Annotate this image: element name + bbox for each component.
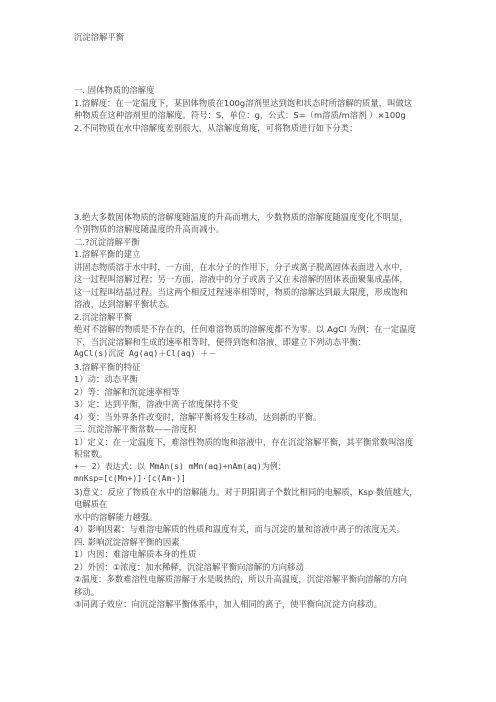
paragraph: 1.溶解度：在一定温度下，某固体物质在100g溶剂里达到饱和状态时所溶解的质量，叫做这 xyxy=(74,98,413,108)
paragraph: 讲固态物质溶于水中时，一方面，在水分子的作用下，分子或离子脱离固体表面进入水中， xyxy=(74,262,408,272)
paragraph: ③同离子效应：向沉淀溶解平衡体系中，加入相同的离子，使平衡向沉淀方向移动。 xyxy=(74,599,382,609)
equation: AgCl(s)沉淀 Ag(aq)＋Cl(aq) ＋－ xyxy=(74,349,217,358)
paragraph: 绝对不溶解的物质是不存在的，任何难溶物质的溶解度都不为零。以 AgCl 为例：在一定温度 xyxy=(74,324,416,334)
paragraph: 3)意义：反应了物质在水中的溶解能力。对于阴阳离子个数比相同的电解质，Ksp 数值越大， xyxy=(74,487,418,497)
subheading: 3.溶解平衡的特征 xyxy=(74,362,141,372)
paragraph: 溶液，达到溶解平衡状态。 xyxy=(74,299,175,309)
paragraph: 3.绝大多数固体物质的溶解度随温度的升高而增大，少数物质的溶解度随温度变化不明显， xyxy=(74,212,408,222)
subheading: 1.溶解平衡的建立 xyxy=(74,249,141,259)
paragraph: 个别物质的溶解度随温度的升高而减小。 xyxy=(74,224,225,234)
document-title: 沉淀溶解平衡 xyxy=(74,32,125,42)
paragraph: ②温度：多数难溶性电解质溶解于水是吸热的，所以升高温度，沉淀溶解平衡向溶解的方向 xyxy=(74,574,408,584)
paragraph: 下，当沉淀溶解和生成的速率相等时，便得到饱和溶液，即建立下列动态平衡： xyxy=(74,337,367,347)
section-4-heading: 四. 影响沉淀溶解平衡的因素 xyxy=(74,537,180,547)
paragraph: 这一过程叫溶解过程；另一方面，溶液中的分子或离子又在未溶解的固体表面聚集成晶体， xyxy=(74,274,408,284)
list-item: 1）动：动态平衡 xyxy=(74,374,138,384)
paragraph: 这一过程叫结晶过程。当这两个相反过程速率相等时，物质的溶解达到最大限度，形成饱和 xyxy=(74,287,408,297)
list-item: 4）变：当外界条件改变时，溶解平衡将发生移动，达到新的平衡。 xyxy=(74,412,322,422)
paragraph: +－ 2）表达式：以 MmAn(s) mMn(aq)+nAm(aq)为例： xyxy=(74,462,286,471)
list-item: 2）等：溶解和沉淀速率相等 xyxy=(74,387,180,397)
paragraph: 4）影响因素：与难溶电解质的性质和温度有关，而与沉淀的量和溶液中离子的浓度无关。 xyxy=(74,524,405,534)
paragraph: 移动。 xyxy=(74,587,100,597)
paragraph: 电解质在 xyxy=(74,499,108,509)
section-2-heading: 二.?沉淀溶解平衡 xyxy=(74,237,140,247)
paragraph: 积常数。 xyxy=(74,449,108,459)
section-3-heading: 三. 沉淀溶解平衡常数——溶度积 xyxy=(74,424,197,434)
list-item: 2）外因：①浓度：加水稀释，沉淀溶解平衡向溶解的方向移动 xyxy=(74,562,304,572)
list-item: 3）定：达到平衡，溶液中离子浓度保持不变 xyxy=(74,399,238,409)
paragraph: 种物质在这种溶剂里的溶解度。符号：S，单位：g，公式：S=（m溶质/m溶剂 ）×100g xyxy=(74,110,406,120)
subheading: 2.沉淀溶解平衡 xyxy=(74,312,133,322)
equation: mnKsp=[c(Mn+)]·[c(Am-)] xyxy=(74,474,186,483)
list-item: 1）内因：难溶电解质本身的性质 xyxy=(74,549,197,559)
paragraph: 水中的溶解能力越强。 xyxy=(74,512,158,522)
paragraph: 2.不同物质在水中溶解度差别很大，从溶解度角度，可将物质进行如下分类： xyxy=(74,123,358,133)
section-1-heading: 一. 固体物质的溶解度 xyxy=(74,85,155,95)
paragraph: 1）定义：在一定温度下，难溶性物质的饱和溶液中，存在沉淀溶解平衡，其平衡常数叫溶度 xyxy=(74,437,414,447)
